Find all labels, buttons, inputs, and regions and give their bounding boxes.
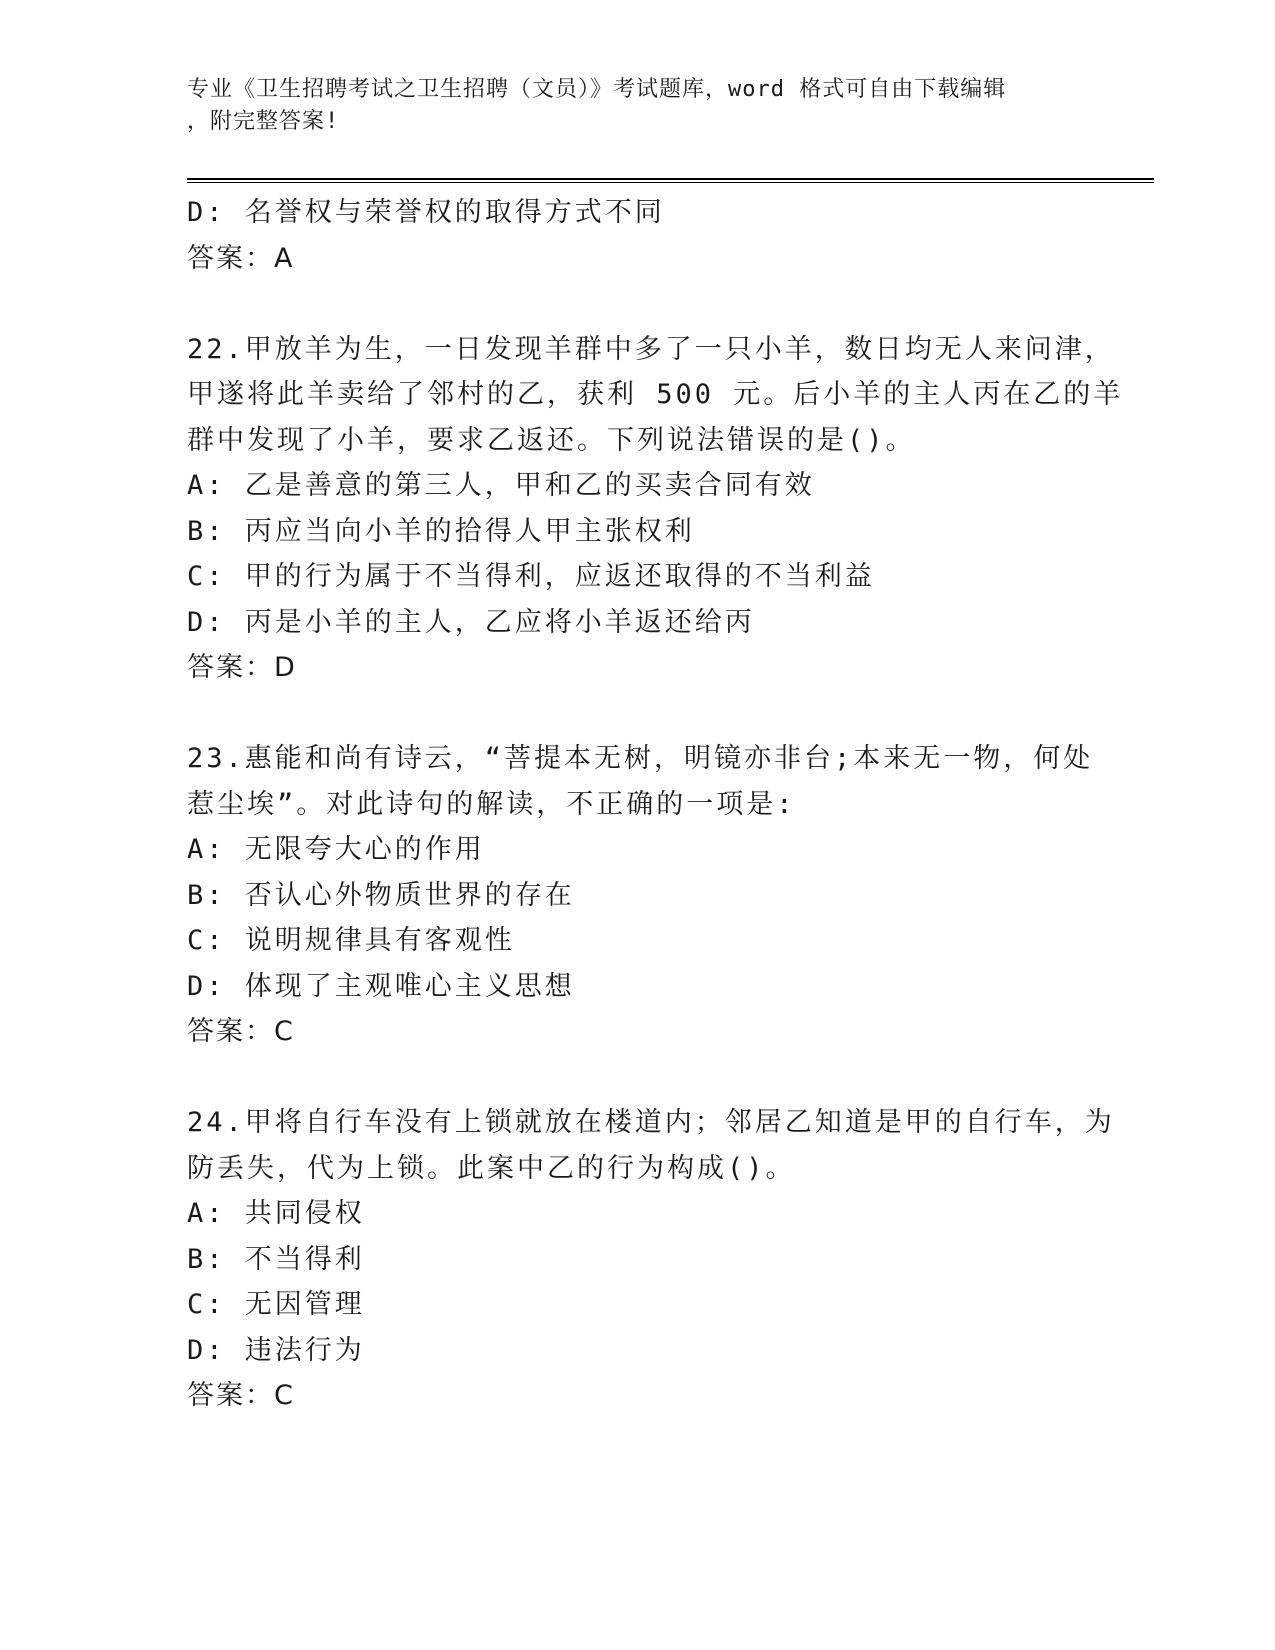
question-stem-line: 群中发现了小羊，要求乙返还。下列说法错误的是()。: [187, 424, 916, 456]
question-stem-line: 23.惠能和尚有诗云，“菩提本无树，明镜亦非台;本来无一物，何处: [187, 743, 1094, 774]
option-c: C: 说明规律具有客观性: [187, 925, 515, 956]
header-line-1: 专业《卫生招聘考试之卫生招聘（文员）》考试题库，word 格式可自由下载编辑: [187, 77, 1007, 102]
question-stem-line: 22.甲放羊为生，一日发现羊群中多了一只小羊，数日均无人来问津，: [187, 333, 1115, 365]
option-a: A: 乙是善意的第三人，甲和乙的买卖合同有效: [187, 470, 815, 501]
header-divider: [187, 178, 1154, 183]
prev-option-d: D: 名誉权与荣誉权的取得方式不同: [187, 197, 665, 228]
question-stem-line: 24.甲将自行车没有上锁就放在楼道内；邻居乙知道是甲的自行车，为: [187, 1107, 1115, 1138]
page-header: [187, 74, 1067, 138]
answer: 答案：D: [187, 652, 297, 683]
answer: 答案：C: [187, 1380, 295, 1411]
question-stem-line: 甲遂将此羊卖给了邻村的乙，获利 500 元。后小羊的主人丙在乙的羊: [187, 379, 1124, 410]
question-stem-line: 防丢失，代为上锁。此案中乙的行为构成()。: [187, 1152, 796, 1184]
question-stem-line: 惹尘埃”。对此诗句的解读，不正确的一项是:: [187, 788, 796, 820]
prev-answer: 答案：A: [187, 242, 295, 274]
option-b: B: 否认心外物质世界的存在: [187, 879, 575, 911]
option-c: C: 甲的行为属于不当得利，应返还取得的不当利益: [187, 561, 875, 592]
question-23: [187, 736, 1094, 1055]
option-d: D: 丙是小羊的主人，乙应将小羊返还给丙: [187, 606, 755, 638]
question-list: [187, 190, 1124, 1419]
option-a: A: 共同侵权: [187, 1198, 365, 1229]
header-line-2: ，附完整答案!: [187, 109, 340, 134]
option-b: B: 丙应当向小羊的拾得人甲主张权利: [187, 515, 695, 547]
question-22: [187, 327, 1124, 691]
option-d: D: 违法行为: [187, 1334, 365, 1366]
option-a: A: 无限夸大心的作用: [187, 834, 485, 865]
option-d: D: 体现了主观唯心主义思想: [187, 970, 575, 1002]
answer: 答案：C: [187, 1016, 295, 1047]
option-b: B: 不当得利: [187, 1243, 365, 1275]
question-24: [187, 1100, 1115, 1419]
option-c: C: 无因管理: [187, 1289, 365, 1320]
